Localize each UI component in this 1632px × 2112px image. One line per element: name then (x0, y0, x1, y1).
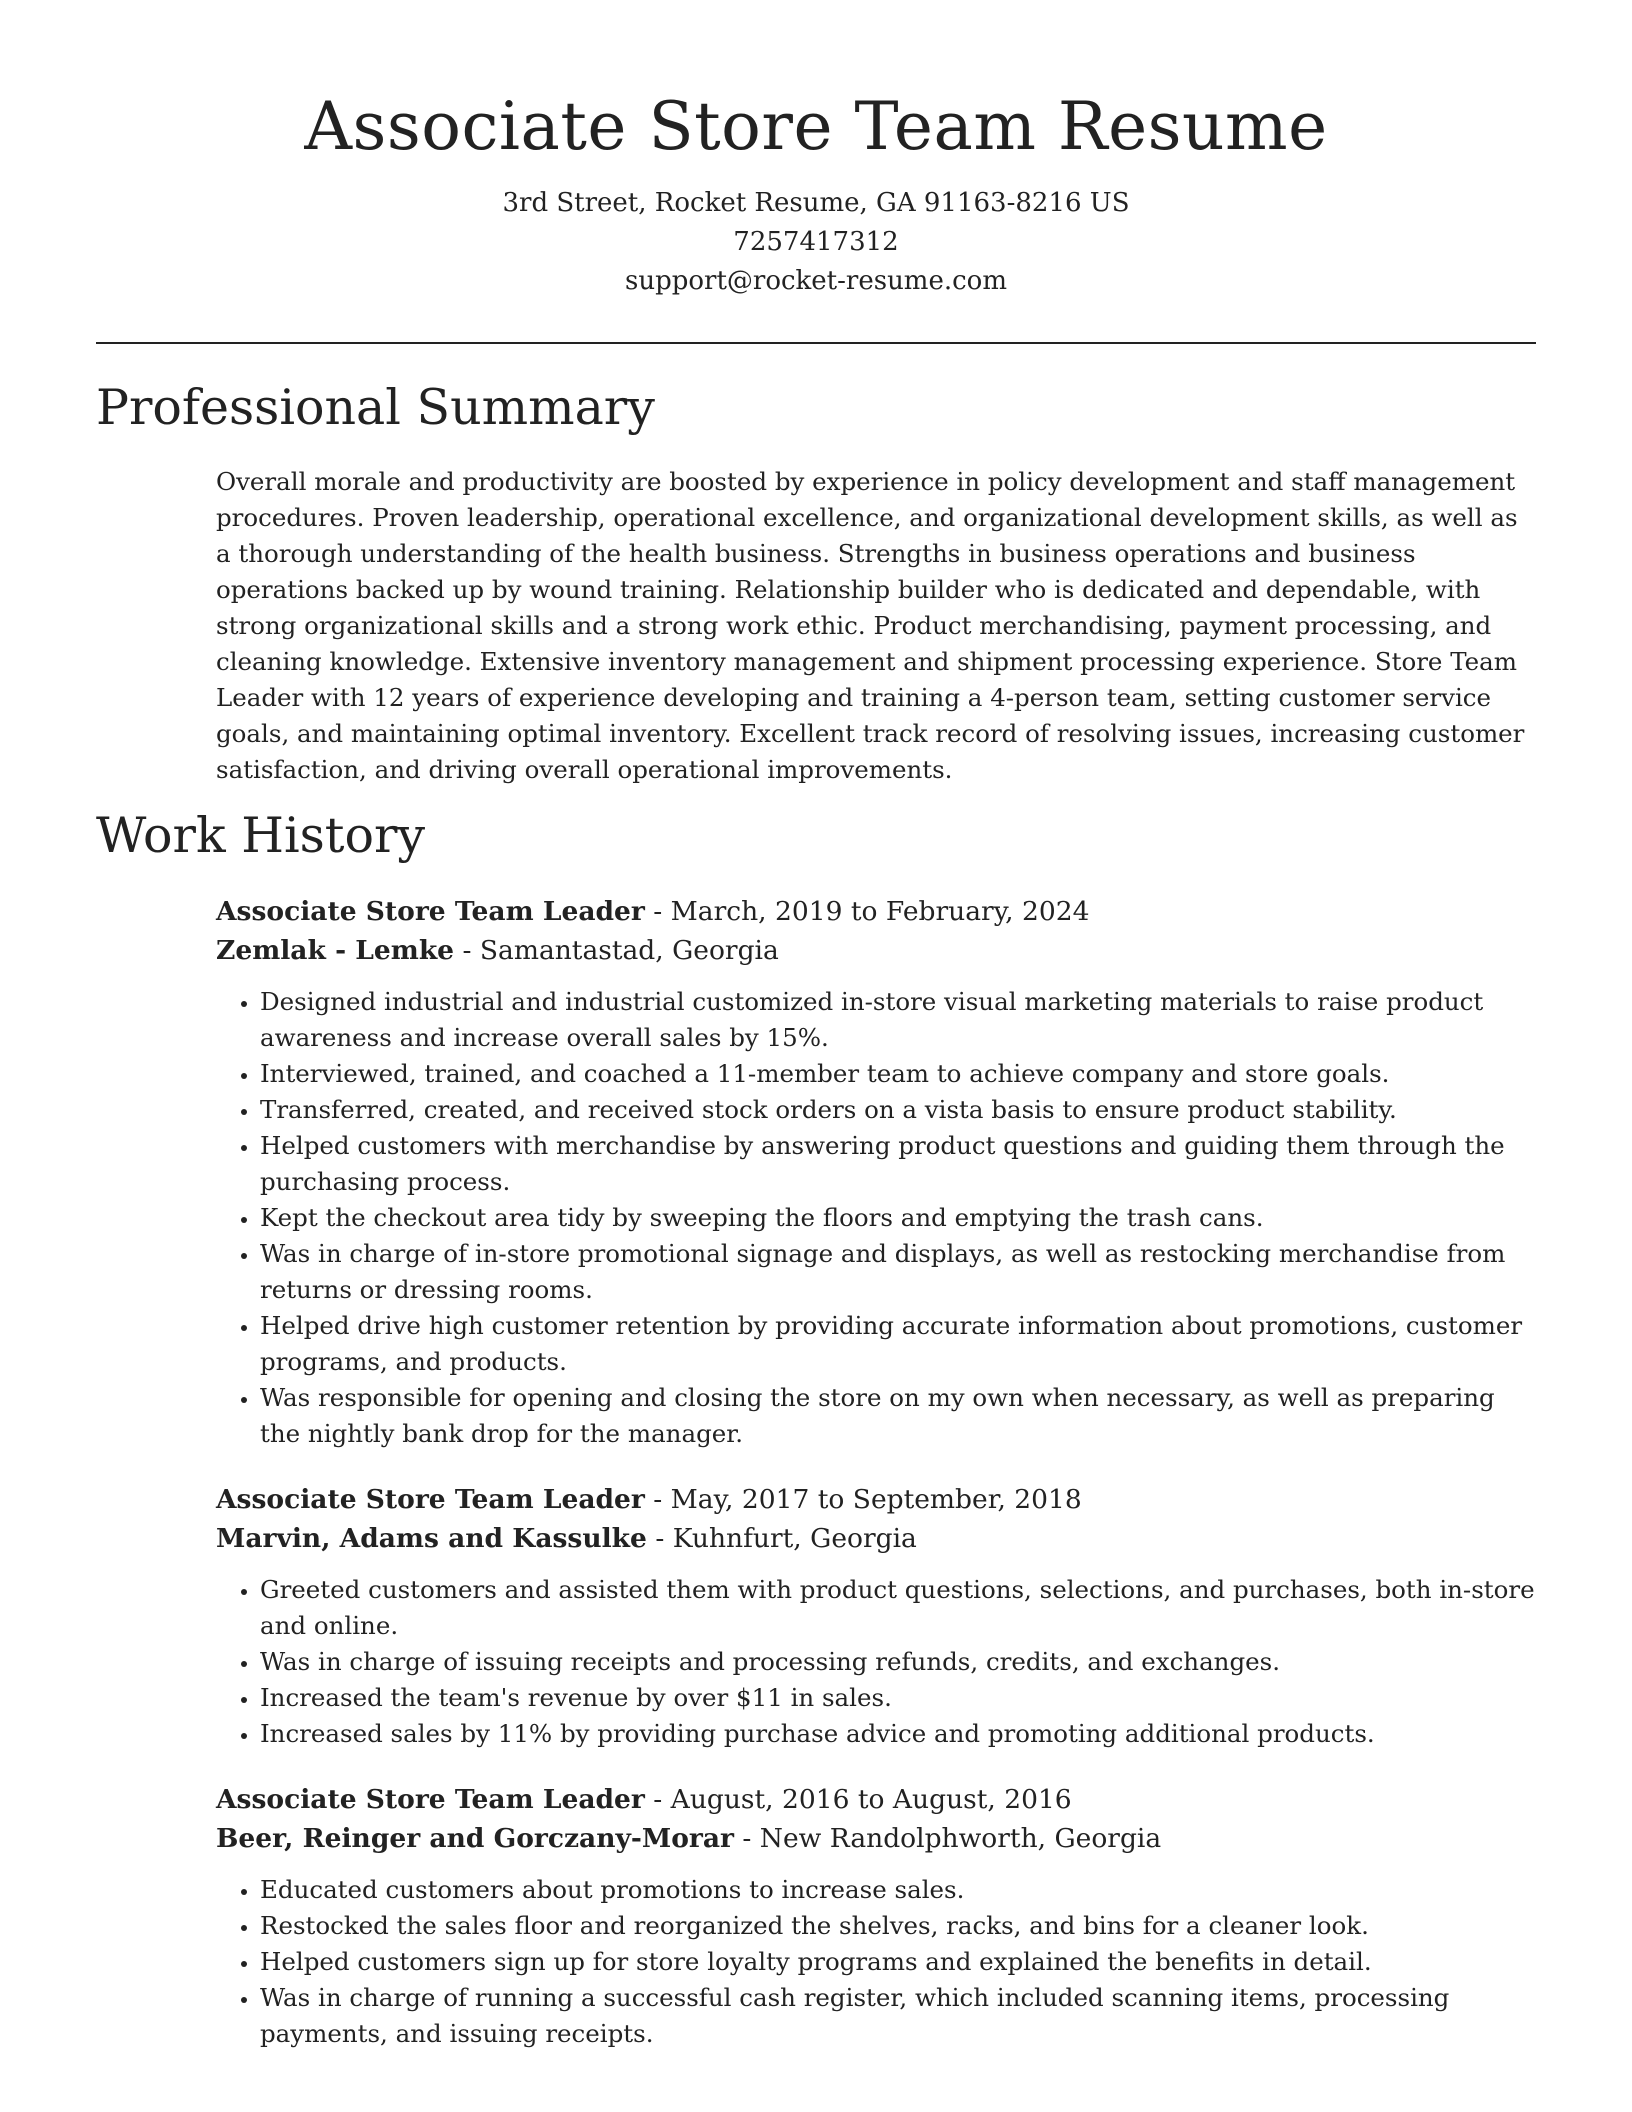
job-dates: - May, 2017 to September, 2018 (644, 1484, 1082, 1515)
job-entry (216, 892, 1536, 1452)
job-bullet: • Transferred, created, and received stock orders on a vista basis to ensure product stability. (260, 1092, 1536, 1128)
job-title: Associate Store Team Leader (216, 1784, 645, 1815)
job-bullet: • Restocked the sales floor and reorganized the shelves, racks, and bins for a cleaner look. (260, 1908, 1536, 1944)
header-divider (96, 342, 1536, 344)
job-bullet: • Helped customers with merchandise by answering product questions and guiding them through the purchasing process. (260, 1128, 1536, 1200)
job-bullet-list (216, 984, 1536, 1452)
job-title: Associate Store Team Leader (216, 1484, 645, 1515)
job-location: - Samantastad, Georgia (454, 935, 779, 966)
job-company-line (216, 1519, 1536, 1558)
candidate-name: Associate Store Team Resume (304, 88, 1328, 165)
professional-summary-text: Overall morale and productivity are boosted by experience in policy development and staff management procedures. Proven leadership, operational excellence, and organizational development skills, as well as a thorough understanding of the health business. Strengths in business operations and business operations backed up by wound training. Relationship builder who is dedicated and dependable, with strong organizational skills and a strong work ethic. Product merchandising, payment processing, and cleaning knowledge. Extensive inventory management and shipment processing experience. Store Team Leader with 12 years of experience developing and training a 4-person team, setting customer service goals, and maintaining optimal inventory. Excellent track record of resolving issues, increasing customer satisfaction, and driving overall operational improvements. (216, 467, 1525, 784)
job-bullet: • Was in charge of running a successful cash register, which included scanning items, processing payments, and issuing receipts. (260, 1980, 1536, 2052)
job-bullet: • Increased the team's revenue by over $11 in sales. (260, 1680, 1536, 1716)
job-company: Marvin, Adams and Kassulke (216, 1523, 647, 1554)
job-entry (216, 1480, 1536, 1752)
job-bullet: • Was in charge of in-store promotional signage and displays, as well as restocking merchandise from returns or dressing rooms. (260, 1236, 1536, 1308)
contact-phone: 7257417312 (733, 227, 899, 257)
job-title-line (216, 892, 1536, 931)
resume-header (0, 0, 1632, 301)
job-company-line (216, 1819, 1536, 1858)
contact-email: support@rocket-resume.com (624, 266, 1007, 296)
job-company: Zemlak - Lemke (216, 935, 455, 966)
job-bullet: • Interviewed, trained, and coached a 11-member team to achieve company and store goals. (260, 1056, 1536, 1092)
contact-info (0, 184, 1632, 301)
job-dates: - March, 2019 to February, 2024 (644, 896, 1090, 927)
job-company-line (216, 931, 1536, 970)
job-bullet: • Designed industrial and industrial customized in-store visual marketing materials to raise product awareness and increase overall sales by 15%. (260, 984, 1536, 1056)
job-title-line (216, 1780, 1536, 1819)
job-bullet-list (216, 1572, 1536, 1752)
job-bullet: • Increased sales by 11% by providing purchase advice and promoting additional products. (260, 1716, 1536, 1752)
job-bullet: • Helped drive high customer retention by providing accurate information about promotions, customer programs, and products. (260, 1308, 1536, 1380)
job-entry (216, 1780, 1536, 2052)
job-location: - New Randolphworth, Georgia (733, 1823, 1162, 1854)
section-title-professional-summary: Professional Summary (96, 379, 655, 436)
job-bullet: • Helped customers sign up for store loyalty programs and explained the benefits in detail. (260, 1944, 1536, 1980)
contact-address: 3rd Street, Rocket Resume, GA 91163-8216 US (502, 188, 1130, 218)
job-bullet: • Greeted customers and assisted them with product questions, selections, and purchases, both in-store and online. (260, 1572, 1536, 1644)
job-bullet: • Was in charge of issuing receipts and processing refunds, credits, and exchanges. (260, 1644, 1536, 1680)
job-bullet: • Was responsible for opening and closing the store on my own when necessary, as well as preparing the nightly bank drop for the manager. (260, 1380, 1536, 1452)
work-history-list (216, 892, 1536, 2080)
section-title-work-history: Work History (96, 807, 426, 864)
job-dates: - August, 2016 to August, 2016 (644, 1784, 1072, 1815)
job-company: Beer, Reinger and Gorczany-Morar (216, 1823, 734, 1854)
job-title: Associate Store Team Leader (216, 896, 645, 927)
job-title-line (216, 1480, 1536, 1519)
job-bullet: • Kept the checkout area tidy by sweeping the floors and emptying the trash cans. (260, 1200, 1536, 1236)
job-bullet-list (216, 1872, 1536, 2052)
job-location: - Kuhnfurt, Georgia (646, 1523, 917, 1554)
job-bullet: • Educated customers about promotions to increase sales. (260, 1872, 1536, 1908)
